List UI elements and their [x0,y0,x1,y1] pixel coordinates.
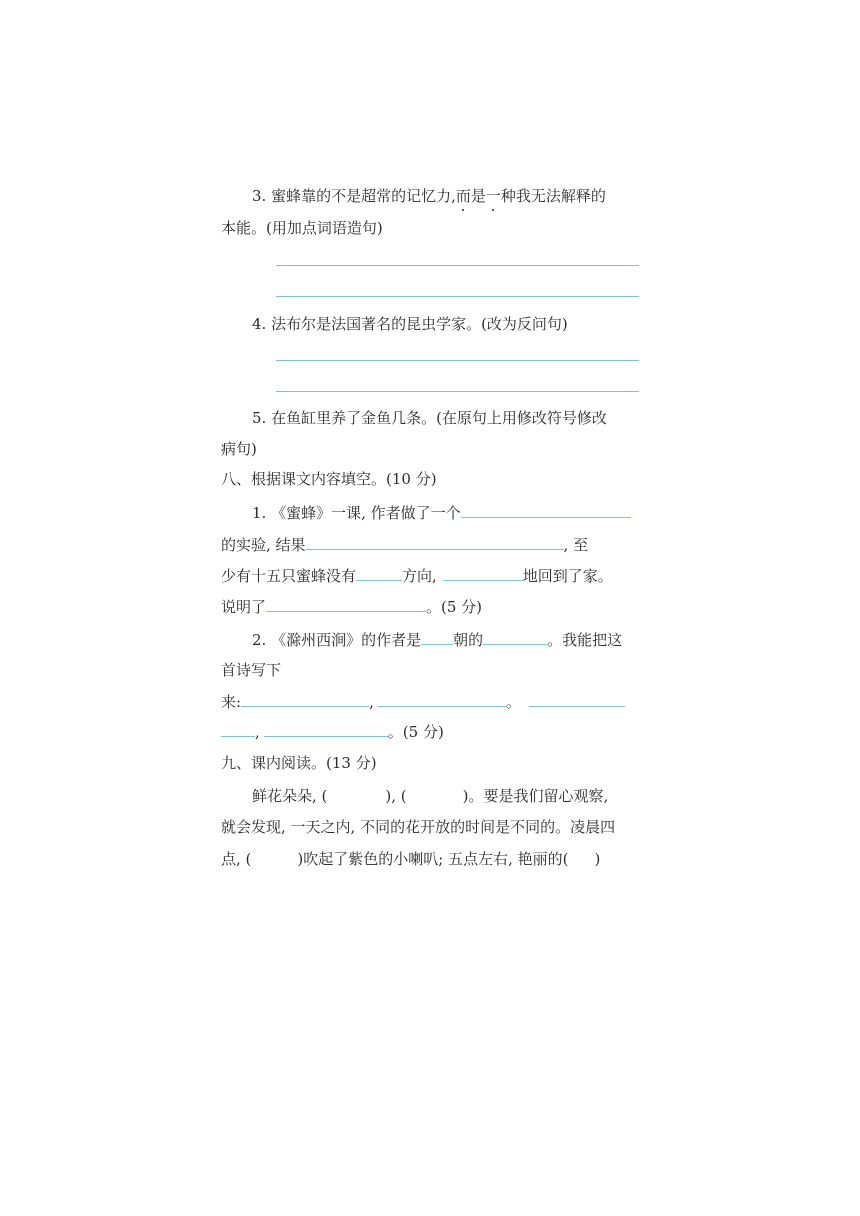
q8-item1-text-f: 地回到了家。 [522,567,613,585]
q9-text-a: 鲜花朵朵, ( [252,787,328,805]
fill-blank[interactable] [264,720,388,737]
section-heading-q8: 八、根据课文内容填空。(10 分) [221,470,437,488]
q9-text-d: 点, ( [221,850,252,868]
q8-item2-text-h: , [255,723,260,741]
q8-item2-line1 [252,628,622,651]
q8-item1-text-c: , 至 [563,536,589,554]
q8-item2-line4 [221,720,444,743]
q7-item5-line1: 5. 在鱼缸里养了金鱼几条。(在原句上用修改符号修改 [252,409,607,427]
fill-blank[interactable] [529,690,625,707]
q8-item2-text-f: , [369,693,374,711]
q7-item4: 4. 法布尔是法国著名的昆虫学家。(改为反问句) [252,315,568,333]
fill-blank[interactable] [356,564,402,581]
q8-item2-line3 [221,690,625,713]
q9-passage-line1 [252,785,608,807]
fill-blank[interactable] [421,628,453,645]
q7-item3-text-c: 种我无法解释的 [500,187,606,205]
q9-text-e: )吹起了紫色的小喇叭; 五点左右, 艳丽的( [297,850,569,868]
q7-item3-line2: 本能。(用加点词语造句) [221,219,383,237]
q8-item2-text-a: 2. 《滁州西涧》的作者是 [252,631,422,649]
q7-item3-line1 [252,185,606,207]
answer-line[interactable] [276,360,639,361]
q8-item1-text-g: 说明了 [221,598,267,616]
q9-passage-line3 [221,848,600,870]
q9-text-b: ), ( [385,787,407,805]
emphasis-dot-char: 而 [455,187,471,205]
q8-item1-text-h: 。(5 分) [426,598,483,616]
fill-blank[interactable] [306,533,564,550]
q8-item1-line3 [221,564,613,587]
q8-item1-text-b: 的实验, 结果 [221,536,306,554]
q8-item2-text-c: 。我能把这 [547,631,623,649]
q7-item3-text-b: 是 [470,187,486,205]
q8-item1-line2 [221,533,588,556]
q8-item1-text-e: 方向, [402,567,437,585]
q8-item2-text-e: 来: [221,693,242,711]
q7-item5-line2: 病句) [221,440,257,458]
fill-blank[interactable] [378,690,506,707]
fill-blank[interactable] [483,628,547,645]
section-heading-q9: 九、课内阅读。(13 分) [221,754,377,772]
q8-item2-text-g: 。 [505,693,521,711]
q8-item2-text-b: 朝的 [453,631,484,649]
fill-blank[interactable] [221,720,255,737]
fill-blank[interactable] [443,564,523,581]
answer-line[interactable] [276,391,639,392]
q8-item2-text-i: 。(5 分) [387,723,444,741]
q8-item1-text-d: 少有十五只蜜蜂没有 [221,567,357,585]
fill-blank[interactable] [266,595,426,612]
fill-blank[interactable] [461,501,631,518]
q8-item1-line1 [252,501,631,524]
q7-item3-text-a: 3. 蜜蜂靠的不是超常的记忆力, [252,187,456,205]
answer-line[interactable] [276,296,639,297]
q8-item2-line2: 首诗写下 [221,661,282,679]
q8-item1-line4 [221,595,482,618]
answer-line[interactable] [276,265,639,266]
fill-blank[interactable] [241,690,369,707]
q9-passage-line2: 就会发现, 一天之内, 不同的花开放的时间是不同的。凌晨四 [221,818,616,836]
q8-item1-text-a: 1. 《蜜蜂》一课, 作者做了一个 [252,504,461,522]
q9-text-f: ) [594,850,601,868]
q9-text-c: )。要是我们留心观察, [462,787,609,805]
emphasis-dot-char: 一 [485,187,501,205]
